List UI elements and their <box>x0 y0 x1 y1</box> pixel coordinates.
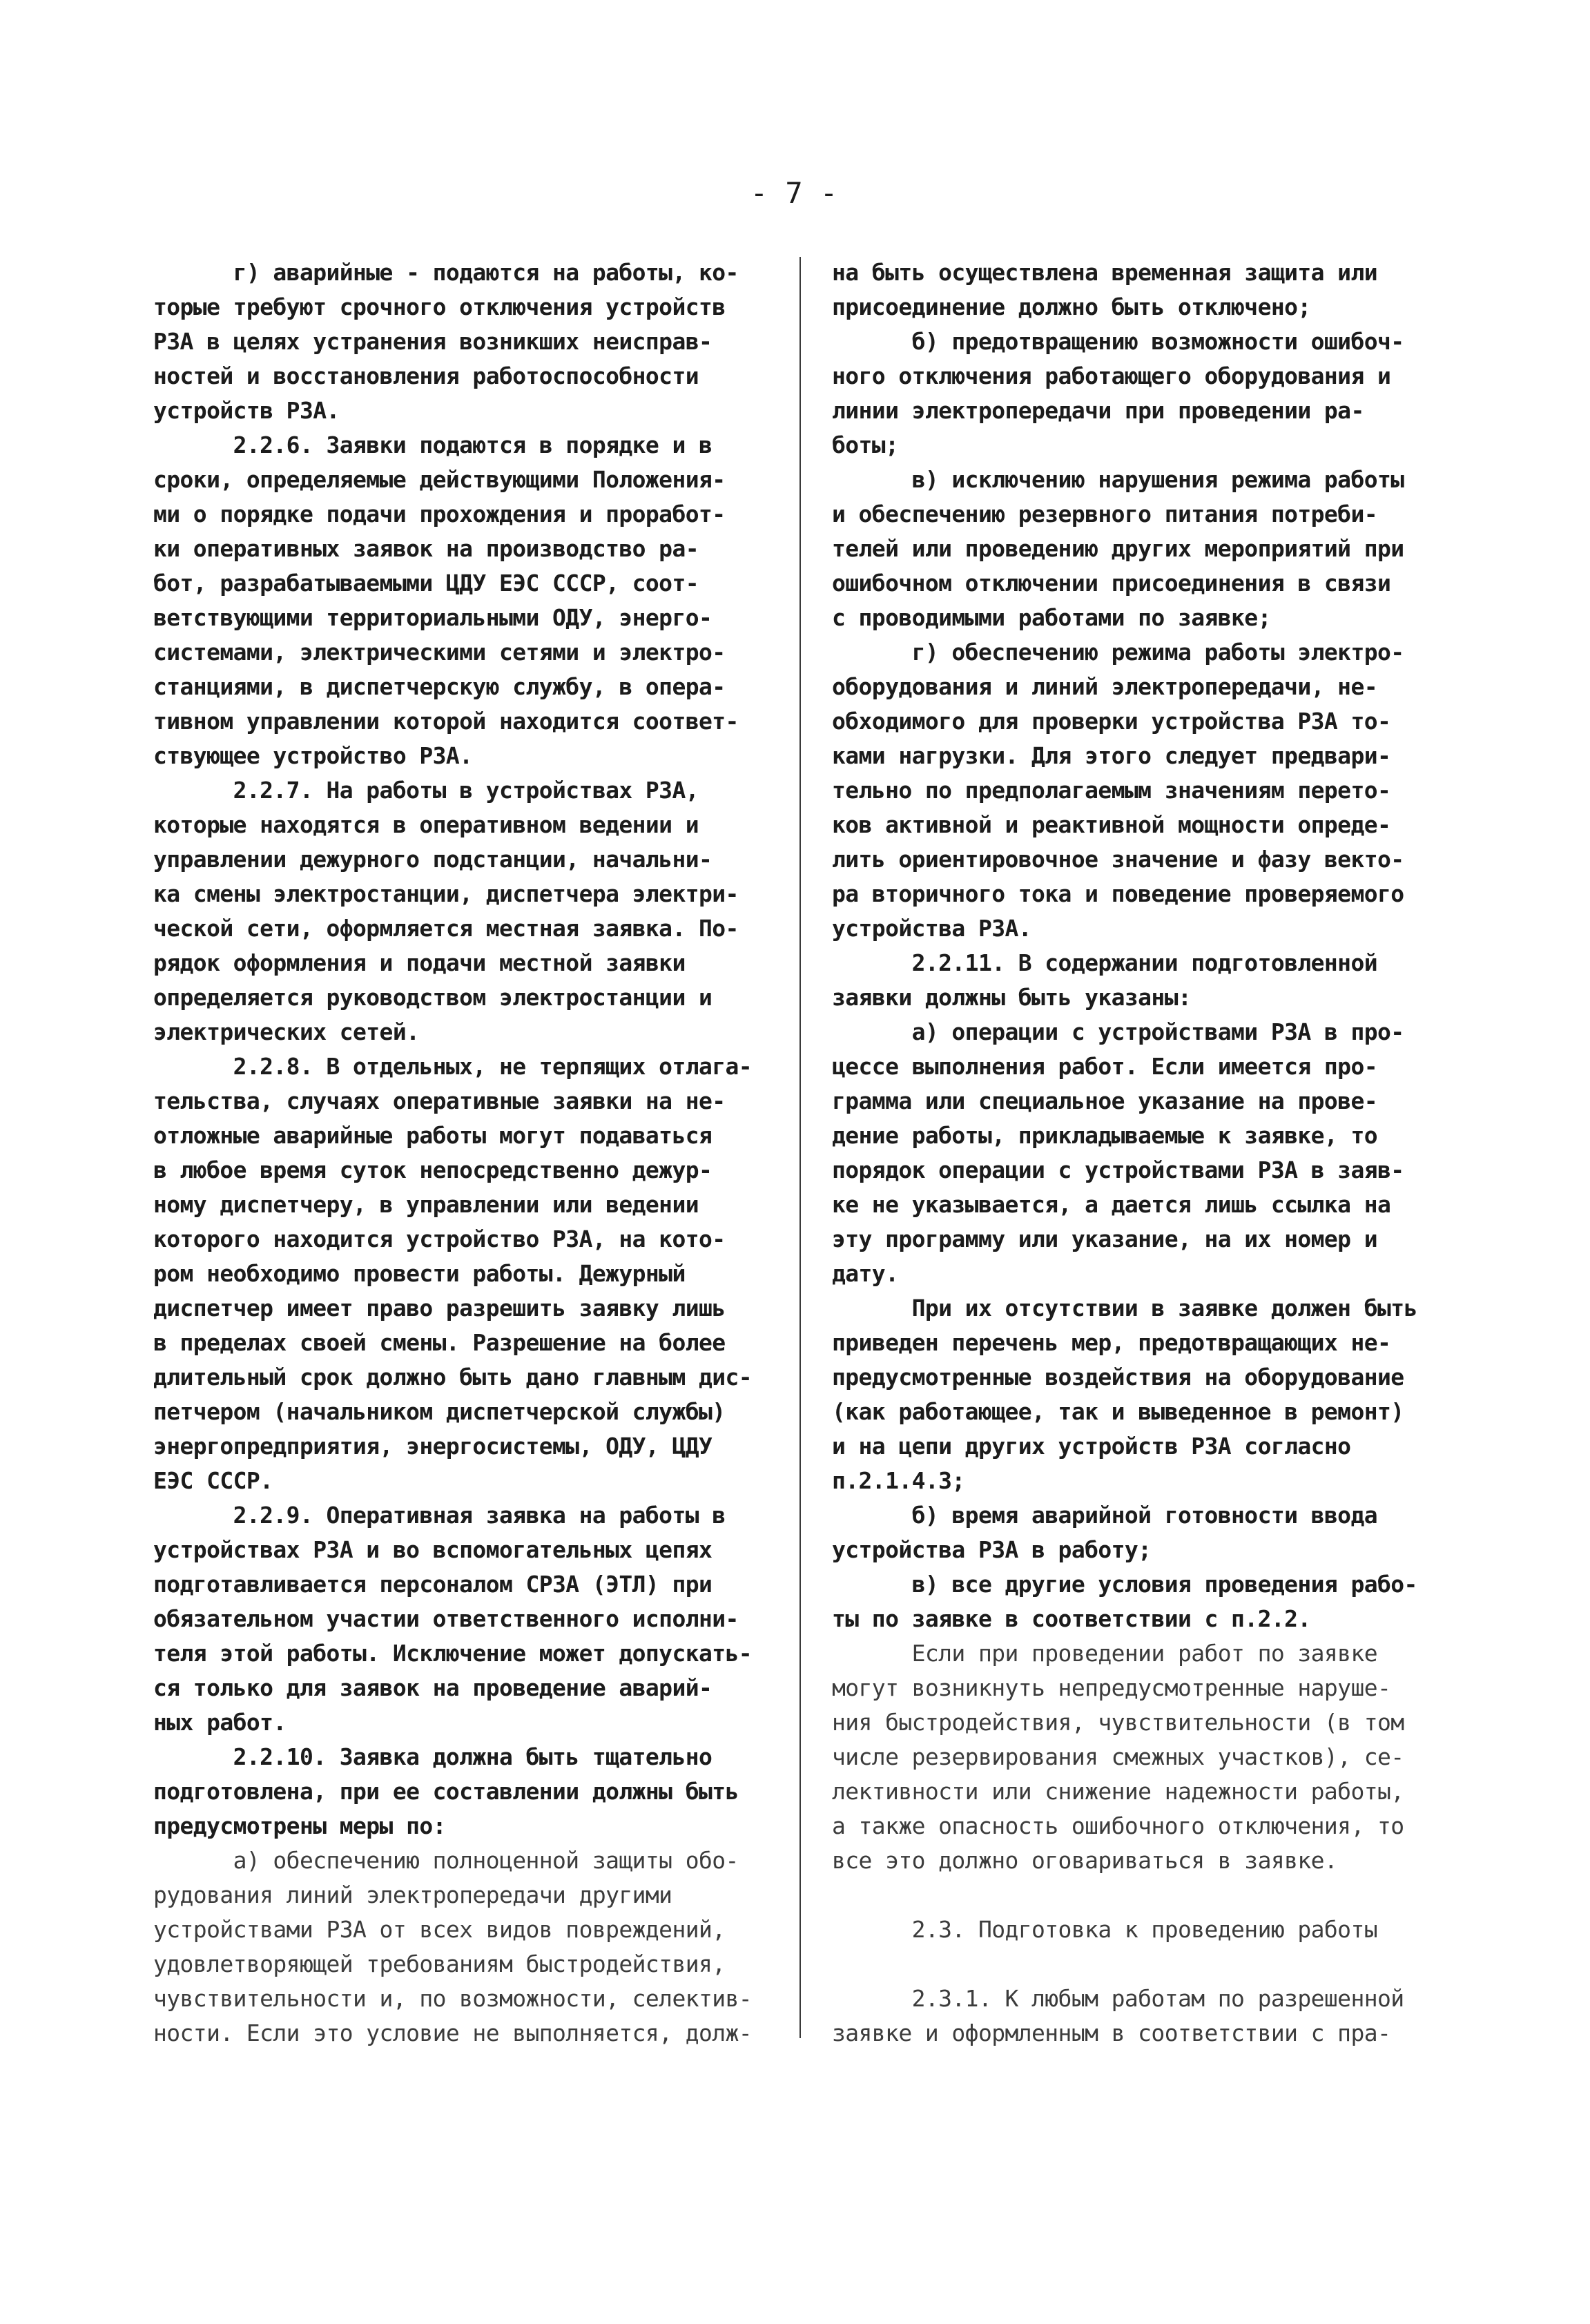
text-line: дение работы, прикладываемые к заявке, то <box>832 1122 1377 1149</box>
text-line: а) операции с устройствами РЗА в про- <box>832 1018 1404 1045</box>
text-line: п.2.1.4.3; <box>832 1467 965 1494</box>
text-line: дату. <box>832 1260 899 1287</box>
text-line: диспетчер имеет право разрешить заявку лишь <box>153 1295 726 1321</box>
text-line: ками нагрузки. Для этого следует предвари- <box>832 742 1391 769</box>
text-line: порядок операции с устройствами РЗА в заяв- <box>832 1156 1404 1183</box>
text-line: энергопредприятия, энергосистемы, ОДУ, ЦДУ <box>153 1433 712 1460</box>
text-line: могут возникнуть непредусмотренные наруше- <box>832 1674 1391 1701</box>
text-line: приведен перечень мер, предотвращающих не- <box>832 1329 1391 1356</box>
text-line: 2.2.8. В отдельных, не терпящих отлага- <box>153 1053 753 1080</box>
text-line <box>832 1878 1457 1913</box>
left-column <box>153 255 799 2051</box>
text-line: подготавливается персоналом СРЗА (ЭТЛ) при <box>153 1571 712 1598</box>
text-line: ты по заявке в соответствии с п.2.2. <box>832 1605 1311 1632</box>
text-line: лективности или снижение надежности работы, <box>832 1778 1404 1805</box>
text-line: ности. Если это условие не выполняется, долж- <box>153 2020 753 2046</box>
text-line: устройствах РЗА и во вспомогательных цепях <box>153 1536 712 1563</box>
text-line: которого находится устройство РЗА, на кото- <box>153 1226 726 1252</box>
text-line: ра вторичного тока и поведение проверяемого <box>832 880 1404 907</box>
column-divider <box>799 257 801 2038</box>
text-line: обязательном участии ответственного исполни- <box>153 1605 739 1632</box>
text-line: ствующее устройство РЗА. <box>153 742 473 769</box>
text-line: устройства РЗА в работу; <box>832 1536 1152 1563</box>
text-line: г) обеспечению режима работы электро- <box>832 639 1404 666</box>
text-line: 2.2.10. Заявка должна быть тщательно <box>153 1743 712 1770</box>
text-line: тельства, случаях оперативные заявки на не- <box>153 1087 726 1114</box>
text-line: ЕЭС СССР. <box>153 1467 273 1494</box>
text-line: устройствами РЗА от всех видов повреждений, <box>153 1916 726 1943</box>
text-line: управлении дежурного подстанции, начальни- <box>153 846 712 873</box>
text-line: и на цепи других устройств РЗА согласно <box>832 1433 1351 1460</box>
text-line: грамма или специальное указание на прове- <box>832 1087 1377 1114</box>
text-line: ром необходимо провести работы. Дежурный <box>153 1260 686 1287</box>
text-line: линии электропередачи при проведении ра- <box>832 397 1364 424</box>
text-line: подготовлена, при ее составлении должны быть <box>153 1778 739 1805</box>
text-line: телей или проведению других мероприятий при <box>832 535 1404 562</box>
text-line: присоединение должно быть отключено; <box>832 293 1311 320</box>
text-line: ния быстродействия, чувствительности (в том <box>832 1709 1404 1736</box>
text-line: При их отсутствии в заявке должен быть <box>832 1295 1417 1321</box>
text-line: в) исключению нарушения режима работы <box>832 466 1404 493</box>
text-line: ми о порядке подачи прохождения и проработ- <box>153 501 726 527</box>
text-line: рядок оформления и подачи местной заявки <box>153 949 686 976</box>
text-line: в любое время суток непосредственно дежур- <box>153 1156 712 1183</box>
text-line: б) предотвращению возможности ошибоч- <box>832 328 1404 355</box>
text-line: 2.3.1. К любым работам по разрешенной <box>832 1985 1404 2012</box>
text-line: оборудования и линий электропередачи, не- <box>832 673 1377 700</box>
text-line: б) время аварийной готовности ввода <box>832 1502 1377 1529</box>
text-line: чувствительности и, по возможности, селектив- <box>153 1985 753 2012</box>
text-line: ки оперативных заявок на производство ра- <box>153 535 699 562</box>
text-line: ка смены электростанции, диспетчера электри- <box>153 880 739 907</box>
text-line: бот, разрабатываемыми ЦДУ ЕЭС СССР, соот- <box>153 570 699 597</box>
text-line <box>832 1947 1457 1982</box>
text-line: эту программу или указание, на их номер и <box>832 1226 1377 1252</box>
text-line: рудования линий электропередачи другими <box>153 1881 672 1908</box>
text-line: 2.2.6. Заявки подаются в порядке и в <box>153 432 712 458</box>
text-line: РЗА в целях устранения возникших неисправ- <box>153 328 712 355</box>
text-line: предусмотрены меры по: <box>153 1812 446 1839</box>
text-line: в пределах своей смены. Разрешение на более <box>153 1329 726 1356</box>
text-line: длительный срок должно быть дано главным дис- <box>153 1364 753 1391</box>
text-line: все это должно оговариваться в заявке. <box>832 1847 1338 1874</box>
text-line: определяется руководством электростанции и <box>153 984 712 1011</box>
text-line: тельно по предполагаемым значениям перето- <box>832 777 1391 804</box>
text-line: г) аварийные - подаются на работы, ко- <box>153 259 739 286</box>
text-line: числе резервирования смежных участков), се- <box>832 1743 1404 1770</box>
text-line: ных работ. <box>153 1709 287 1736</box>
text-line: 2.2.7. На работы в устройствах РЗА, <box>153 777 699 804</box>
text-line: ке не указывается, а дается лишь ссылка на <box>832 1191 1391 1218</box>
text-line: электрических сетей. <box>153 1018 420 1045</box>
text-line: устройства РЗА. <box>832 915 1032 942</box>
text-line: теля этой работы. Исключение может допускать- <box>153 1640 753 1667</box>
text-line: обходимого для проверки устройства РЗА то- <box>832 708 1391 735</box>
text-line: лить ориентировочное значение и фазу векто- <box>832 846 1404 873</box>
text-line: на быть осуществлена временная защита или <box>832 259 1377 286</box>
text-line: которые находятся в оперативном ведении и <box>153 811 699 838</box>
text-line: системами, электрическими сетями и электро- <box>153 639 726 666</box>
text-line: заявки должны быть указаны: <box>832 984 1192 1011</box>
text-line: ного отключения работающего оборудования и <box>832 362 1391 389</box>
text-line: удовлетворяющей требованиям быстродействия, <box>153 1950 726 1977</box>
text-line: станциями, в диспетчерскую службу, в опера- <box>153 673 726 700</box>
text-line: 2.2.11. В содержании подготовленной <box>832 949 1377 976</box>
text-line: торые требуют срочного отключения устройств <box>153 293 726 320</box>
text-line: а) обеспечению полноценной защиты обо- <box>153 1847 739 1874</box>
text-line: 2.3. Подготовка к проведению работы <box>832 1916 1377 1943</box>
text-line: в) все другие условия проведения рабо- <box>832 1571 1417 1598</box>
text-line: ностей и восстановления работоспособности <box>153 362 699 389</box>
text-line: петчером (начальником диспетчерской службы) <box>153 1398 726 1425</box>
right-column <box>832 255 1457 2051</box>
text-line: сроки, определяемые действующими Положения- <box>153 466 726 493</box>
text-line: ветствующими территориальными ОДУ, энерго- <box>153 604 712 631</box>
text-line: устройств РЗА. <box>153 397 340 424</box>
text-line: заявке и оформленным в соответствии с пра- <box>832 2020 1391 2046</box>
text-line: 2.2.9. Оперативная заявка на работы в <box>153 1502 726 1529</box>
text-line: с проводимыми работами по заявке; <box>832 604 1271 631</box>
text-line: тивном управлении которой находится соответ- <box>153 708 739 735</box>
text-line: Если при проведении работ по заявке <box>832 1640 1377 1667</box>
text-line: боты; <box>832 432 899 458</box>
page-number: - 7 - <box>750 176 838 210</box>
text-line: (как работающее, так и выведенное в ремонт) <box>832 1398 1404 1425</box>
text-line: цессе выполнения работ. Если имеется про- <box>832 1053 1377 1080</box>
text-line: ков активной и реактивной мощности опреде- <box>832 811 1391 838</box>
text-line: а также опасность ошибочного отключения, то <box>832 1812 1404 1839</box>
text-line: и обеспечению резервного питания потреби- <box>832 501 1377 527</box>
text-line: ческой сети, оформляется местная заявка. По- <box>153 915 739 942</box>
text-line: ному диспетчеру, в управлении или ведении <box>153 1191 699 1218</box>
text-line: отложные аварийные работы могут подаваться <box>153 1122 712 1149</box>
text-line: предусмотренные воздействия на оборудование <box>832 1364 1404 1391</box>
text-line: ся только для заявок на проведение аварий- <box>153 1674 712 1701</box>
text-line: ошибочном отключении присоединения в связи <box>832 570 1391 597</box>
